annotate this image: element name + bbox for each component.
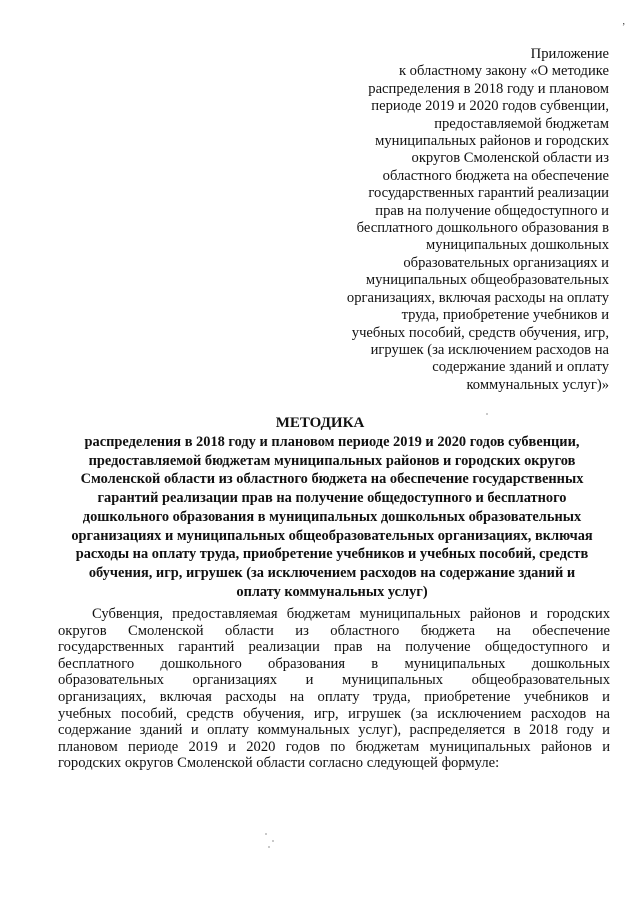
- scan-speck: [272, 840, 274, 842]
- appendix-line: областного бюджета на обеспечение: [382, 167, 609, 184]
- heading-line: оплату коммунальных услуг): [236, 583, 428, 600]
- body-line: организациях, включая расходы на оплату труда, приобретение учебников и: [58, 688, 610, 705]
- appendix-line: Приложение: [530, 46, 609, 62]
- document-title: МЕТОДИКА: [275, 415, 365, 431]
- appendix-line: учебных пособий, средств обучения, игр,: [351, 324, 609, 341]
- document-heading: [54, 433, 610, 601]
- body-paragraph: [58, 606, 610, 772]
- appendix-line: государственных гарантий реализации: [368, 185, 609, 202]
- appendix-line: к областному закону «О методике: [398, 63, 609, 80]
- body-line: округов Смоленской области из областного бюджета на обеспечение: [58, 622, 610, 639]
- appendix-line: организациях, включая расходы на оплату: [346, 289, 609, 306]
- appendix-line: содержание зданий и оплату: [432, 359, 609, 376]
- appendix-line: муниципальных дошкольных: [426, 237, 609, 254]
- body-line: плановом периоде 2019 и 2020 годов по бюджетам муниципальных районов и: [58, 738, 610, 755]
- body-line: городских округов Смоленской области согласно следующей формуле:: [58, 755, 500, 772]
- appendix-line: труда, приобретение учебников и: [401, 307, 609, 324]
- body-line: бесплатного дошкольного образования в муниципальных дошкольных: [58, 655, 610, 672]
- appendix-line: бесплатного дошкольного образования в: [356, 220, 609, 237]
- scan-speck: [486, 413, 488, 415]
- heading-line: расходы на оплату труда, приобретение учебников и учебных пособий, средств: [75, 546, 589, 563]
- heading-line: гарантий реализации прав на получение общедоступного и бесплатного: [97, 490, 567, 507]
- appendix-line: распределения в 2018 году и плановом: [368, 80, 609, 97]
- appendix-line: предоставляемой бюджетам: [434, 115, 609, 132]
- corner-scan-mark: ʼ: [622, 22, 626, 33]
- heading-line: дошкольного образования в муниципальных дошкольных образовательных: [82, 508, 582, 525]
- appendix-line: муниципальных районов и городских: [375, 133, 609, 150]
- appendix-line: игрушек (за исключением расходов на: [370, 341, 609, 358]
- appendix-line: периоде 2019 и 2020 годов субвенции,: [371, 98, 609, 115]
- body-line: Субвенция, предоставляемая бюджетам муниципальных районов и городских: [92, 606, 610, 622]
- body-line: образовательных организациях и муниципальных общеобразовательных: [58, 672, 610, 689]
- body-line: учебных пособий, средств обучения, игр, игрушек (за исключением расходов на: [58, 705, 610, 722]
- appendix-line: прав на получение общедоступного и: [375, 202, 609, 219]
- appendix-line: муниципальных общеобразовательных: [365, 272, 609, 289]
- heading-line: организациях и муниципальных общеобразовательных организациях, включая: [71, 527, 593, 544]
- appendix-line: округов Смоленской области из: [411, 150, 609, 167]
- scan-speck: [268, 846, 270, 848]
- body-line: содержание зданий и оплату коммунальных услуг), распределяется в 2018 году и: [58, 722, 610, 739]
- heading-line: предоставляемой бюджетам муниципальных районов и городских округов: [88, 452, 576, 469]
- heading-line: обучения, игр, игрушек (за исключением расходов на содержание зданий и: [88, 564, 576, 581]
- appendix-line: образовательных организациях и: [403, 254, 609, 271]
- body-line: государственных гарантий реализации прав на получение общедоступного и: [58, 639, 610, 656]
- appendix-line: коммунальных услуг)»: [466, 376, 609, 393]
- heading-line: Смоленской области из областного бюджета на обеспечение государственных: [80, 471, 584, 488]
- heading-line: распределения в 2018 году и плановом периоде 2019 и 2020 годов субвенции,: [84, 434, 580, 450]
- appendix-reference: [300, 46, 609, 394]
- scan-speck: [265, 833, 267, 835]
